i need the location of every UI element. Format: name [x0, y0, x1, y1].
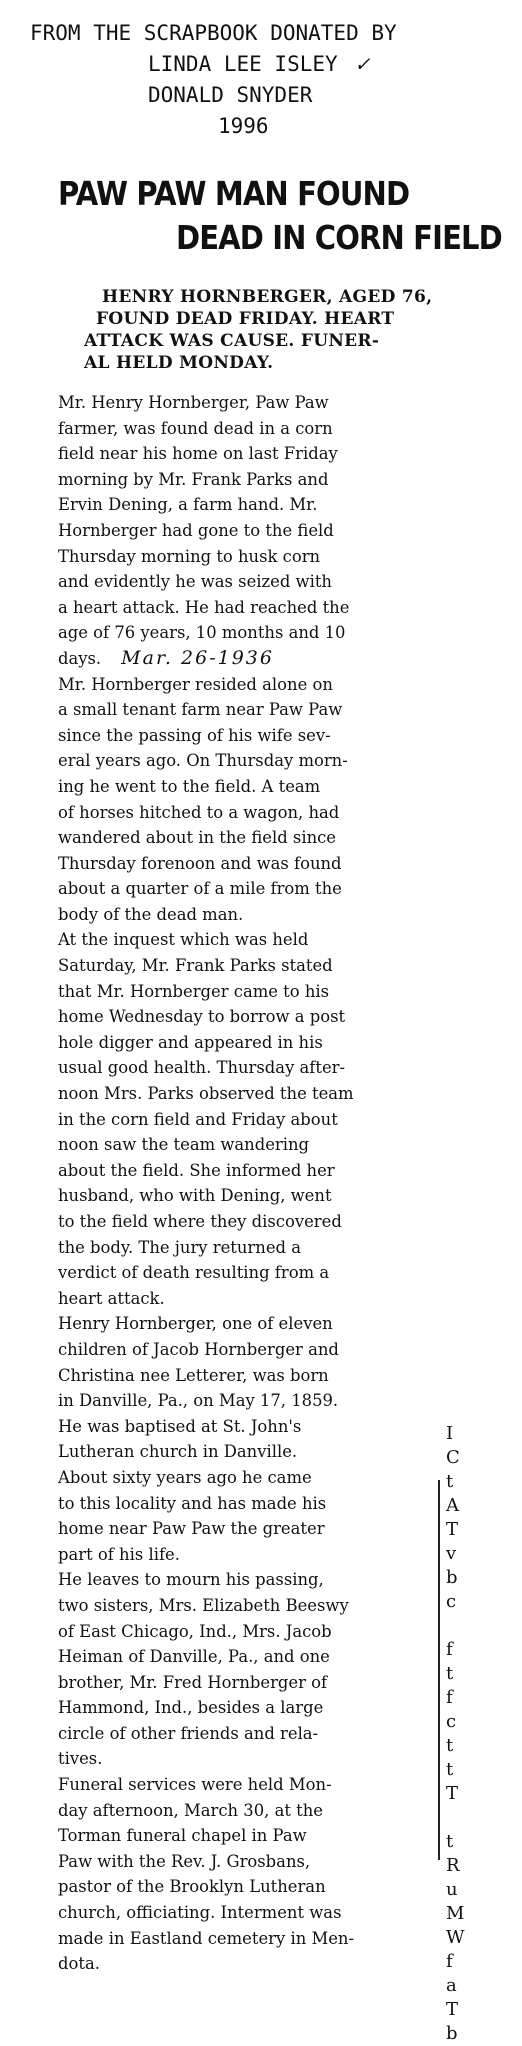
article-line: since the passing of his wife sev-: [58, 725, 331, 745]
article-line: Hornberger had gone to the field: [58, 520, 334, 540]
margin-letter: T: [446, 1783, 459, 1804]
margin-letter: c: [446, 1711, 457, 1732]
article-line: verdict of death resulting from a: [58, 1263, 330, 1283]
donor-name-1: LINDA LEE ISLEY: [148, 52, 338, 76]
check-mark-icon: ✓: [355, 52, 369, 77]
article-body: [58, 390, 498, 1977]
margin-letter: T: [446, 1519, 459, 1540]
article-line: about the field. She informed her: [58, 1160, 335, 1180]
article-line: noon saw the team wandering: [58, 1135, 310, 1155]
article-line: of East Chicago, Ind., Mrs. Jacob: [58, 1621, 332, 1641]
article-line: Paw with the Rev. J. Grosbans,: [58, 1851, 311, 1871]
article-line: dota.: [58, 1954, 100, 1974]
article-line: Mr. Henry Hornberger, Paw Paw: [58, 393, 329, 412]
article-line: Funeral services were held Mon-: [58, 1775, 332, 1795]
article-line: Hammond, Ind., besides a large: [58, 1698, 324, 1718]
article-line: made in Eastland cemetery in Men-: [58, 1928, 355, 1948]
article-line: wandered about in the field since: [58, 828, 337, 848]
headline-line-1: PAW PAW MAN FOUND: [58, 174, 410, 213]
margin-letter: u: [446, 1879, 458, 1900]
article-line: At the inquest which was held: [58, 930, 309, 950]
article-line: About sixty years ago he came: [58, 1467, 312, 1487]
article-line-text: days.: [58, 648, 102, 668]
subheadline-line: ATTACK WAS CAUSE. FUNER-: [84, 331, 380, 351]
margin-letter: v: [446, 1543, 457, 1564]
article-line: day afternoon, March 30, at the: [58, 1800, 323, 1820]
subheadline: [58, 286, 498, 374]
article-line: the body. The jury returned a: [58, 1237, 301, 1257]
article-line: body of the dead man.: [58, 904, 244, 924]
margin-letter: I: [446, 1423, 454, 1444]
article-line: Henry Hornberger, one of eleven: [58, 1314, 333, 1334]
scrapbook-header: [0, 18, 522, 142]
article-line: to the field where they discovered: [58, 1212, 342, 1231]
column-rule: [438, 1480, 440, 1860]
margin-letter: W: [446, 1927, 465, 1948]
adjacent-column-fragment: [446, 1350, 522, 2046]
article-line: a small tenant farm near Paw Paw: [58, 700, 343, 720]
article-line: tives.: [58, 1749, 103, 1769]
article-line: husband, who with Dening, went: [58, 1186, 332, 1206]
margin-letter: t: [446, 1759, 454, 1780]
article-line: Thursday morning to husk corn: [58, 546, 321, 566]
article-line: morning by Mr. Frank Parks and: [58, 469, 329, 489]
article-line: Saturday, Mr. Frank Parks stated: [58, 956, 333, 976]
article-line: about a quarter of a mile from the: [58, 879, 342, 899]
margin-letter: C: [446, 1447, 460, 1468]
margin-letter: t: [446, 1735, 454, 1756]
article-line: He leaves to mourn his passing,: [58, 1570, 324, 1590]
article-line: eral years ago. On Thursday morn-: [58, 751, 348, 771]
margin-letter: R: [446, 1855, 460, 1876]
article-line: Mr. Hornberger resided alone on: [58, 674, 333, 694]
subheadline-line: HENRY HORNBERGER, AGED 76,: [102, 287, 433, 307]
header-year: 1996: [218, 114, 269, 138]
margin-letter: b: [446, 2023, 458, 2044]
margin-letter: t: [446, 1663, 454, 1684]
subheadline-line: FOUND DEAD FRIDAY. HEART: [96, 309, 395, 329]
article-line: hole digger and appeared in his: [58, 1032, 323, 1052]
margin-letter: [446, 1350, 522, 1374]
article-line: pastor of the Brooklyn Lutheran: [58, 1877, 326, 1897]
article-line: a heart attack. He had reached the: [58, 597, 350, 617]
margin-letter: T: [446, 1999, 459, 2020]
article-line: Ervin Dening, a farm hand. Mr.: [58, 495, 318, 515]
article-line: of horses hitched to a wagon, had: [58, 802, 340, 822]
article-line: children of Jacob Hornberger and: [58, 1339, 339, 1359]
article-line: usual good health. Thursday after-: [58, 1058, 346, 1078]
subheadline-line: AL HELD MONDAY.: [84, 353, 274, 373]
margin-letter: c: [446, 1591, 457, 1612]
article-line: heart attack.: [58, 1288, 165, 1308]
article-line: Torman funeral chapel in Paw: [58, 1826, 307, 1846]
margin-letter: a: [446, 1975, 457, 1996]
article-line: two sisters, Mrs. Elizabeth Beeswy: [58, 1595, 349, 1615]
article-line: church, officiating. Interment was: [58, 1903, 342, 1923]
article-line: field near his home on last Friday: [58, 444, 338, 464]
article-line: [58, 646, 498, 672]
article-line: part of his life.: [58, 1544, 180, 1564]
article-line: home Wednesday to borrow a post: [58, 1007, 346, 1027]
newspaper-clipping: [58, 172, 502, 1974]
handwritten-date: Mar. 26-1936: [121, 646, 274, 669]
margin-letter: t: [446, 1831, 454, 1852]
article-line: age of 76 years, 10 months and 10: [58, 623, 346, 643]
article-line: in the corn field and Friday about: [58, 1109, 338, 1129]
headline-line-2: DEAD IN CORN FIELD: [176, 218, 502, 257]
article-line: circle of other friends and rela-: [58, 1723, 319, 1743]
article-line: that Mr. Hornberger came to his: [58, 981, 330, 1001]
header-line-3: DONALD SNYDER: [148, 83, 313, 107]
header-line-1: FROM THE SCRAPBOOK DONATED BY: [30, 21, 397, 45]
article-line: home near Paw Paw the greater: [58, 1519, 325, 1539]
article-line: ing he went to the field. A team: [58, 776, 321, 796]
margin-letter: [446, 1398, 522, 1422]
margin-letter: f: [446, 1951, 453, 1972]
article-line: Heiman of Danville, Pa., and one: [58, 1647, 330, 1667]
header-line-2: [0, 49, 522, 80]
article-line: farmer, was found dead in a corn: [58, 418, 333, 438]
article-line: Thursday forenoon and was found: [58, 853, 342, 873]
article-line: Lutheran church in Danville.: [58, 1442, 298, 1462]
margin-letter: f: [446, 1687, 453, 1708]
margin-letter: b: [446, 1567, 458, 1588]
margin-letter: M: [446, 1903, 465, 1924]
margin-letter: [446, 1614, 522, 1638]
margin-letter: [446, 1806, 522, 1830]
article-line: Christina nee Letterer, was born: [58, 1365, 329, 1385]
article-line: brother, Mr. Fred Hornberger of: [58, 1672, 328, 1692]
margin-letter: f: [446, 1639, 453, 1660]
margin-letter: [446, 1374, 522, 1398]
margin-letter: A: [446, 1495, 459, 1516]
margin-letter: t: [446, 1471, 454, 1492]
article-line: He was baptised at St. John's: [58, 1416, 302, 1436]
article-line: to this locality and has made his: [58, 1493, 327, 1513]
article-line: noon Mrs. Parks observed the team: [58, 1084, 354, 1104]
article-line: and evidently he was seized with: [58, 572, 332, 592]
article-line: in Danville, Pa., on May 17, 1859.: [58, 1391, 339, 1411]
